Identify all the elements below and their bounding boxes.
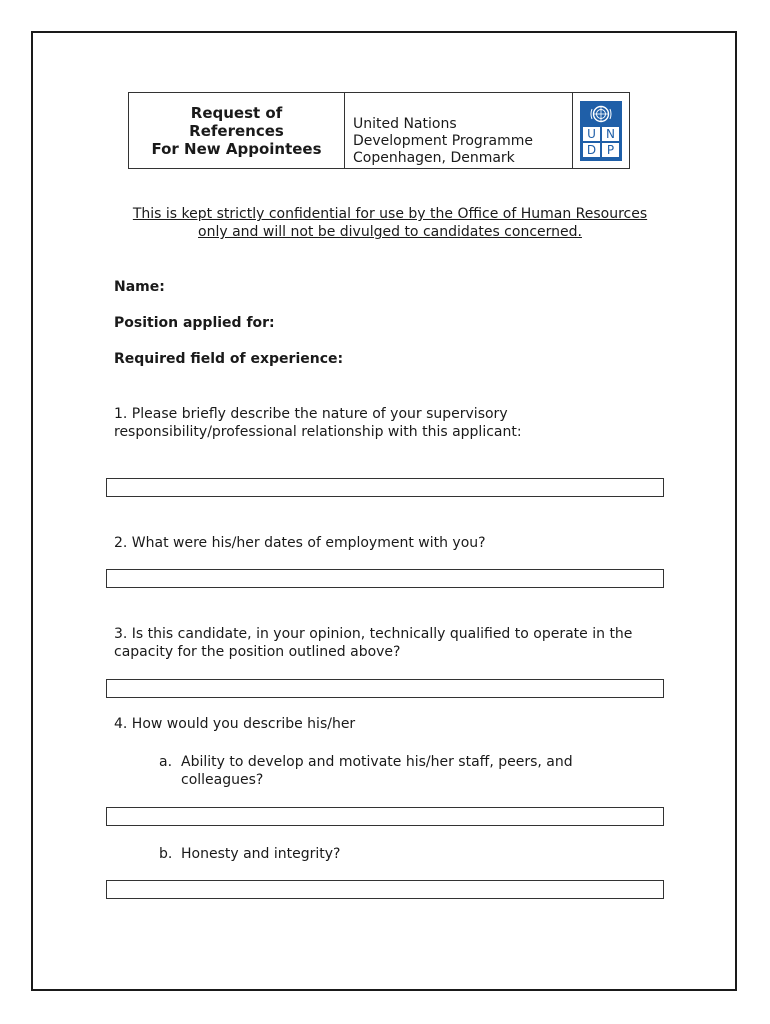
question-1: 1. Please briefly describe the nature of your supervisory responsibility/professional relationship with this applicant: [114,406,522,440]
logo-letter-d: D [583,143,600,157]
org-line-1: United Nations [353,116,457,132]
answer-box-1[interactable] [106,478,664,497]
name-label: Name: [114,279,165,295]
un-emblem-icon [590,105,612,123]
answer-box-3[interactable] [106,679,664,698]
form-title-line-2: References [189,121,284,140]
position-label: Position applied for: [114,315,275,331]
question-4b: Honesty and integrity? [181,846,341,862]
header-table [128,92,630,169]
answer-box-4a[interactable] [106,807,664,826]
question-4b-marker: b. [159,846,173,862]
form-title-line-1: Request of [190,103,283,122]
logo-letter-u: U [583,127,600,141]
confidentiality-notice: This is kept strictly confidential for use by the Office of Human Resources only and will not be divulged to candidates concerned. [132,206,648,240]
form-title-line-3: For New Appointees [151,139,322,158]
logo-cell [573,93,629,168]
organization-info [345,93,573,168]
logo-letter-p: P [602,143,619,157]
question-4a: Ability to develop and motivate his/her staff, peers, and colleagues? [181,754,573,788]
answer-box-2[interactable] [106,569,664,588]
form-title [129,93,345,168]
undp-logo [580,101,622,161]
org-line-3: Copenhagen, Denmark [353,150,515,166]
experience-label: Required field of experience: [114,351,344,367]
document-page [31,31,737,991]
question-4a-marker: a. [159,754,173,770]
question-3: 3. Is this candidate, in your opinion, technically qualified to operate in the capacity for the position outlined above? [114,626,633,660]
question-4: 4. How would you describe his/her [114,716,356,732]
logo-letter-n: N [602,127,619,141]
org-line-2: Development Programme [353,133,534,149]
question-2: 2. What were his/her dates of employment with you? [114,535,486,551]
answer-box-4b[interactable] [106,880,664,899]
